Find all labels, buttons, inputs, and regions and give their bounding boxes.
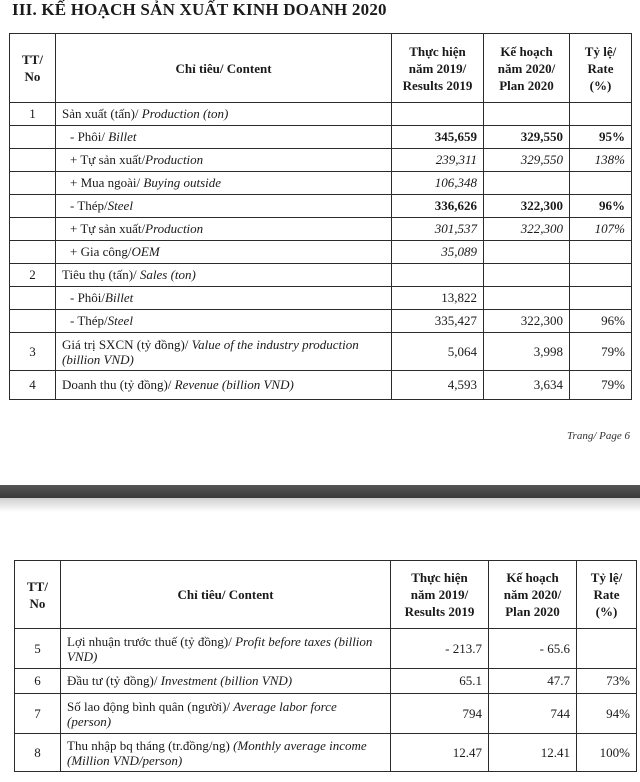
table-row: 3 Giá trị SXCN (tỷ đồng)/ Value of the industry production (billion VND) 5,064 3,998 79% [10, 333, 632, 371]
header-content: Chỉ tiêu/ Content [61, 561, 391, 629]
table-row: - Thép/Steel 336,626 322,300 96% [10, 195, 632, 218]
page-separator [0, 485, 640, 498]
header-plan: Kế hoạch năm 2020/ Plan 2020 [489, 561, 577, 629]
header-rate: Tỷ lệ/ Rate (%) [570, 34, 632, 103]
header-plan: Kế hoạch năm 2020/ Plan 2020 [484, 34, 570, 103]
page-number: Trang/ Page 6 [567, 430, 630, 442]
financial-plan-table [14, 560, 637, 772]
production-plan-table [9, 33, 632, 400]
header-rate: Tỷ lệ/ Rate (%) [577, 561, 637, 629]
page-separator-shadow [0, 498, 640, 512]
table-row: 8 Thu nhập bq tháng (tr.đồng/ng) (Monthly average income (Million VND/person) 12.47 12.41 100% [15, 734, 637, 772]
table-row: - Thép/Steel 335,427 322,300 96% [10, 310, 632, 333]
page-title: III. KẾ HOẠCH SẢN XUẤT KINH DOANH 2020 [12, 0, 387, 19]
header-content: Chỉ tiêu/ Content [56, 34, 392, 103]
table-row: - Phôi/Billet 13,822 [10, 287, 632, 310]
table-row: 7 Số lao động bình quân (người)/ Average labor force (person) 794 744 94% [15, 694, 637, 734]
table-row: 6 Đầu tư (tỷ đồng)/ Investment (billion VND) 65.1 47.7 73% [15, 669, 637, 694]
table-row: 2 Tiêu thụ (tấn)/ Sales (ton) [10, 264, 632, 287]
table-row: + Tự sản xuất/Production 301,537 322,300 107% [10, 218, 632, 241]
table-row: + Gia công/OEM 35,089 [10, 241, 632, 264]
table-row: 1 Sản xuất (tấn)/ Production (ton) [10, 103, 632, 126]
header-no: TT/ No [15, 561, 61, 629]
header-results: Thực hiện năm 2019/ Results 2019 [392, 34, 484, 103]
table-row: + Mua ngoài/ Buying outside 106,348 [10, 172, 632, 195]
table-row: 4 Doanh thu (tỷ đồng)/ Revenue (billion VND) 4,593 3,634 79% [10, 371, 632, 400]
table-row: - Phôi/ Billet 345,659 329,550 95% [10, 126, 632, 149]
header-no: TT/ No [10, 34, 56, 103]
table-row: 5 Lợi nhuận trước thuế (tỷ đồng)/ Profit before taxes (billion VND) - 213.7 - 65.6 [15, 629, 637, 669]
table-row: + Tự sản xuất/Production 239,311 329,550 138% [10, 149, 632, 172]
header-results: Thực hiện năm 2019/ Results 2019 [391, 561, 489, 629]
